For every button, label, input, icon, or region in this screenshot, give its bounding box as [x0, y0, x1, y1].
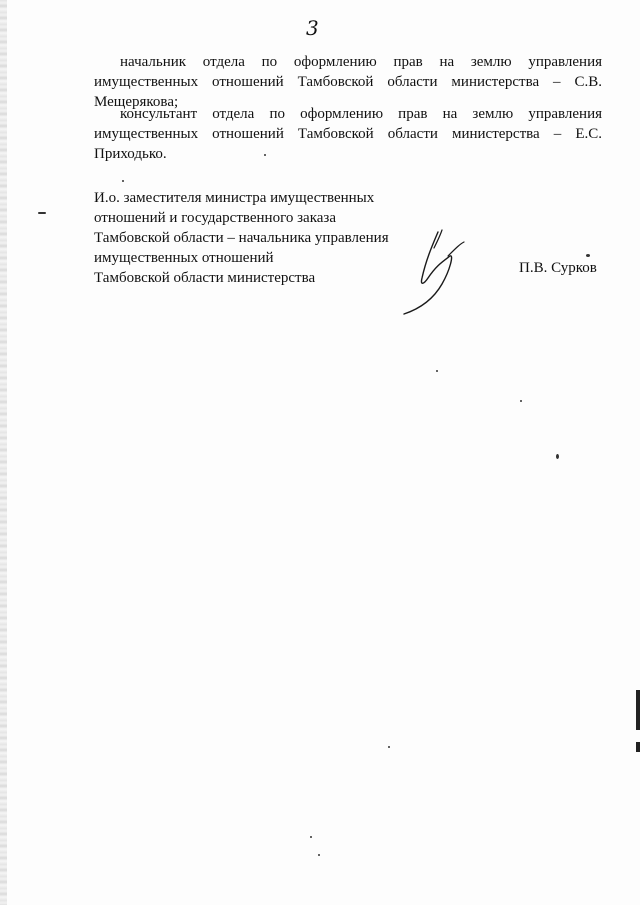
scan-speck — [264, 154, 266, 156]
scan-speck — [586, 254, 590, 257]
scan-speck — [556, 454, 559, 459]
position-line: имущественных отношений — [94, 250, 274, 266]
handwritten-signature — [398, 226, 476, 316]
position-line: И.о. заместителя министра имущественных — [94, 190, 375, 206]
scan-speck — [310, 836, 312, 838]
scan-mark — [636, 742, 640, 752]
position-line: отношений и государственного заказа — [94, 210, 336, 226]
scan-speck — [520, 400, 522, 402]
scan-speck — [388, 746, 390, 748]
scan-speck — [436, 370, 438, 372]
scan-speck — [318, 854, 320, 856]
scan-mark — [636, 690, 640, 730]
scan-speck — [122, 180, 124, 182]
paragraph-prikhodko: консультант отдела по оформлению прав на землю управления имущественных отношений Тамбовской области министерства – Е.С. Приходько. — [94, 106, 602, 162]
position-line: Тамбовской области министерства — [94, 270, 316, 286]
signer-name: П.В. Сурков — [519, 260, 597, 276]
page-number: 3 — [306, 16, 319, 40]
scan-edge — [0, 0, 7, 905]
signatory-position — [94, 188, 414, 288]
paragraph-meshcheryakova: начальник отдела по оформлению прав на землю управления имущественных отношений Тамбовской области министерства – С.В. Мещерякова; — [94, 54, 602, 110]
position-line: Тамбовской области – начальника управления — [94, 230, 389, 246]
scan-speck — [38, 212, 46, 214]
